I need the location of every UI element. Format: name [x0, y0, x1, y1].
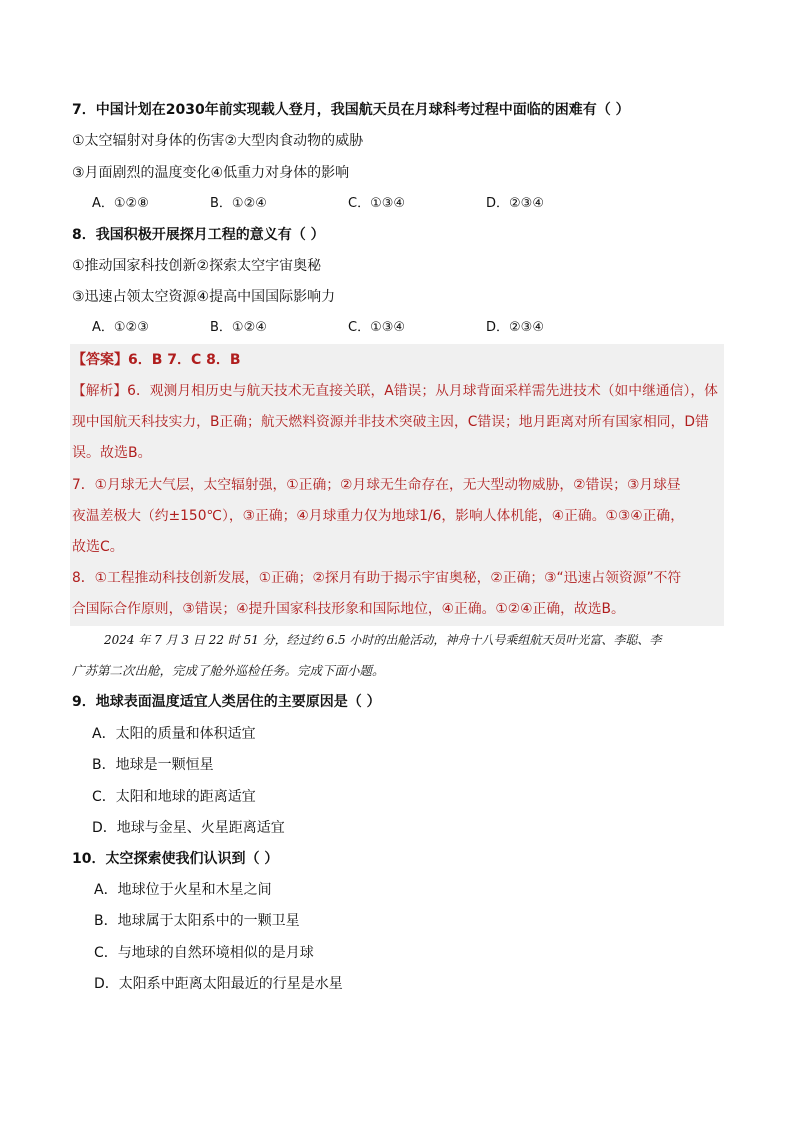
- q9-stem: 9．地球表面温度适宜人类居住的主要原因是（ ）: [72, 694, 381, 710]
- q8-statement-line-2: ③迅速占领太空资源④提高中国国际影响力: [72, 289, 336, 305]
- q8-statement-line-1: ①推动国家科技创新②探索太空宇宙奥秘: [72, 258, 322, 274]
- q8-option-c: C．①③④: [348, 320, 406, 335]
- analysis-line: 现中国航天科技实力，B正确；航天燃料资源并非技术突破主因，C错误；地月距离对所有国家相同，D错: [72, 414, 709, 430]
- analysis-line: 【解析】6．观测月相历史与航天技术无直接关联，A错误；从月球背面采样需先进技术（如中继通信），体: [72, 383, 718, 399]
- analysis-line: 7．①月球无大气层，太空辐射强，①正确；②月球无生命存在，无大型动物威胁，②错误；③月球昼: [72, 477, 681, 493]
- q7-option-a: A．①②⑧: [92, 196, 149, 211]
- q7-statement-line-2: ③月面剧烈的温度变化④低重力对身体的影响: [72, 165, 350, 181]
- q8-option-d: D．②③④: [486, 320, 544, 335]
- q10-choice-c: C．与地球的自然环境相似的是月球: [94, 945, 314, 961]
- passage-line-1: 2024 年 7 月 3 日 22 时 51 分，经过约 6.5 小时的出舱活动，神舟十八号乘组航天员叶光富、李聪、李: [104, 633, 662, 647]
- q8-option-b: B．①②④: [210, 320, 267, 335]
- q10-stem: 10．太空探索使我们认识到（ ）: [72, 851, 279, 867]
- q8-stem: 8．我国积极开展探月工程的意义有（ ）: [72, 227, 325, 243]
- q10-choice-a: A．地球位于火星和木星之间: [94, 882, 272, 898]
- q9-choice-d: D．地球与金星、火星距离适宜: [92, 820, 285, 836]
- q7-stem: 7．中国计划在2030年前实现载人登月，我国航天员在月球科考过程中面临的困难有（ ）: [72, 102, 630, 118]
- q7-statement-line-1: ①太空辐射对身体的伤害②大型肉食动物的威胁: [72, 133, 364, 149]
- q9-choice-a: A．太阳的质量和体积适宜: [92, 726, 256, 742]
- q9-choice-b: B．地球是一颗恒星: [92, 757, 214, 773]
- q8-option-a: A．①②③: [92, 320, 149, 335]
- analysis-line: 夜温差极大（约±150℃），③正确；④月球重力仅为地球1/6，影响人体机能，④正确。①③④正确，: [72, 508, 684, 524]
- analysis-line: 误。故选B。: [72, 445, 152, 461]
- q7-option-c: C．①③④: [348, 196, 406, 211]
- q7-option-d: D．②③④: [486, 196, 544, 211]
- analysis-line: 合国际合作原则，③错误；④提升国家科技形象和国际地位，④正确。①②④正确，故选B。: [72, 601, 625, 617]
- q7-option-b: B．①②④: [210, 196, 267, 211]
- q10-choice-b: B．地球属于太阳系中的一颗卫星: [94, 913, 300, 929]
- q10-choice-d: D．太阳系中距离太阳最近的行星是水星: [94, 976, 343, 992]
- passage-line-2: 广苏第二次出舱，完成了舱外巡检任务。完成下面小题。: [72, 663, 385, 678]
- answer-key: 【答案】6．B 7．C 8．B: [72, 352, 241, 368]
- analysis-line: 故选C。: [72, 539, 124, 555]
- q9-choice-c: C．太阳和地球的距离适宜: [92, 789, 256, 805]
- analysis-line: 8．①工程推动科技创新发展，①正确；②探月有助于揭示宇宙奥秘，②正确；③“迅速占领资源”不符: [72, 570, 682, 586]
